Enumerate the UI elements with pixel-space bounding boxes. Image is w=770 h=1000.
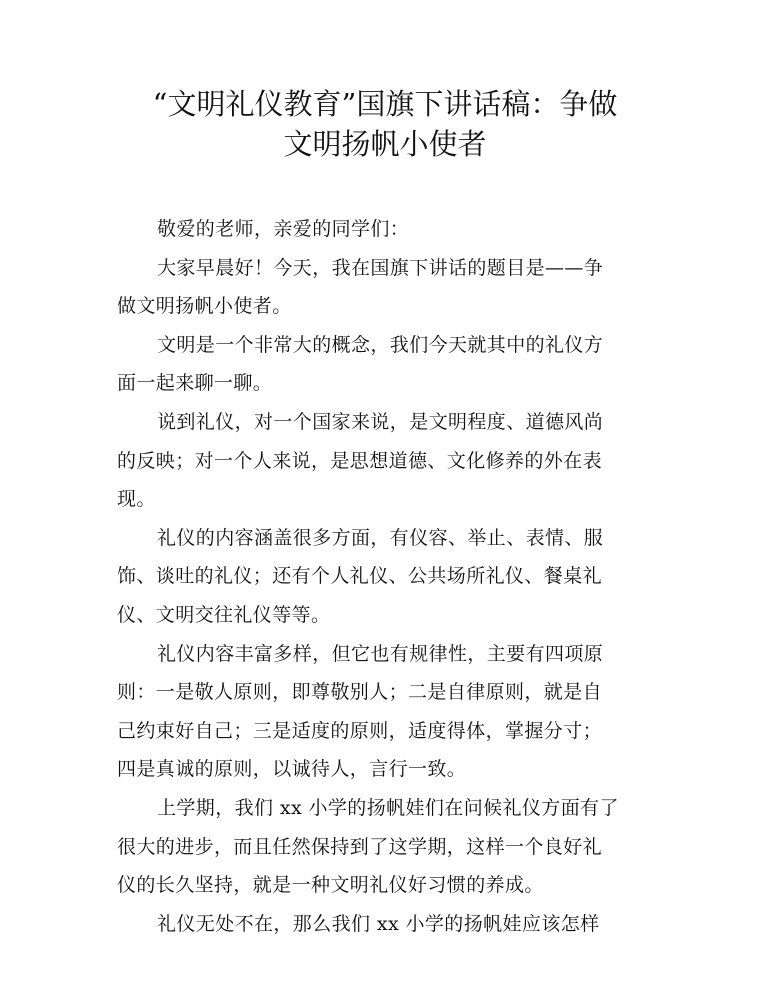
- text-line: 敬爱的老师，亲爱的同学们：: [157, 218, 410, 240]
- text-line: 的反映；对一个人来说，是思想道德、文化修养的外在表: [117, 449, 603, 472]
- document-body: [117, 210, 647, 943]
- text-line: 很大的进步，而且任然保持到了这学期，这样一个良好礼: [117, 835, 603, 858]
- paragraph: [117, 326, 647, 403]
- text-line: 现。: [117, 488, 156, 511]
- text-line: 仪的长久坚持，就是一种文明礼仪好习惯的养成。: [117, 874, 544, 897]
- text-line: 礼仪内容丰富多样，但它也有规律性，主要有四项原: [157, 642, 604, 665]
- text-line: 做文明扬帆小使者。: [117, 295, 292, 318]
- text-line: 礼仪无处不在，那么我们 xx 小学的扬帆娃应该怎样: [157, 912, 600, 935]
- text-line: 大家早晨好！今天，我在国旗下讲话的题目是——争: [157, 256, 604, 279]
- paragraph: [117, 789, 647, 905]
- text-line: 饰、谈吐的礼仪；还有个人礼仪、公共场所礼仪、餐桌礼: [117, 565, 603, 588]
- text-line: 礼仪的内容涵盖很多方面，有仪容、举止、表情、服: [157, 526, 604, 549]
- text-line: 仪、文明交往礼仪等等。: [117, 603, 331, 626]
- paragraph: [117, 635, 647, 789]
- paragraph: [117, 905, 647, 944]
- text-line: 上学期，我们 xx 小学的扬帆娃们在问候礼仪方面有了: [157, 796, 619, 819]
- text-line: 说到礼仪，对一个国家来说，是文明程度、道德风尚: [157, 410, 604, 433]
- text-line: 己约束好自己；三是适度的原则，适度得体，掌握分寸；: [117, 719, 603, 742]
- text-line: 面一起来聊一聊。: [117, 372, 273, 395]
- paragraph: [117, 249, 647, 326]
- greeting-paragraph: [117, 210, 647, 249]
- text-line: 则：一是敬人原则，即尊敬别人；二是自律原则，就是自: [117, 681, 603, 704]
- title-line: “文明礼仪教育”国旗下讲话稿：争做: [152, 87, 618, 121]
- text-line: 四是真诚的原则，以诚待人，言行一致。: [117, 758, 467, 781]
- title-line: 文明扬帆小使者: [283, 127, 487, 161]
- text-line: 文明是一个非常大的概念，我们今天就其中的礼仪方: [157, 333, 604, 356]
- paragraph: [117, 519, 647, 635]
- paragraph: [117, 403, 647, 519]
- document-title: [0, 84, 770, 164]
